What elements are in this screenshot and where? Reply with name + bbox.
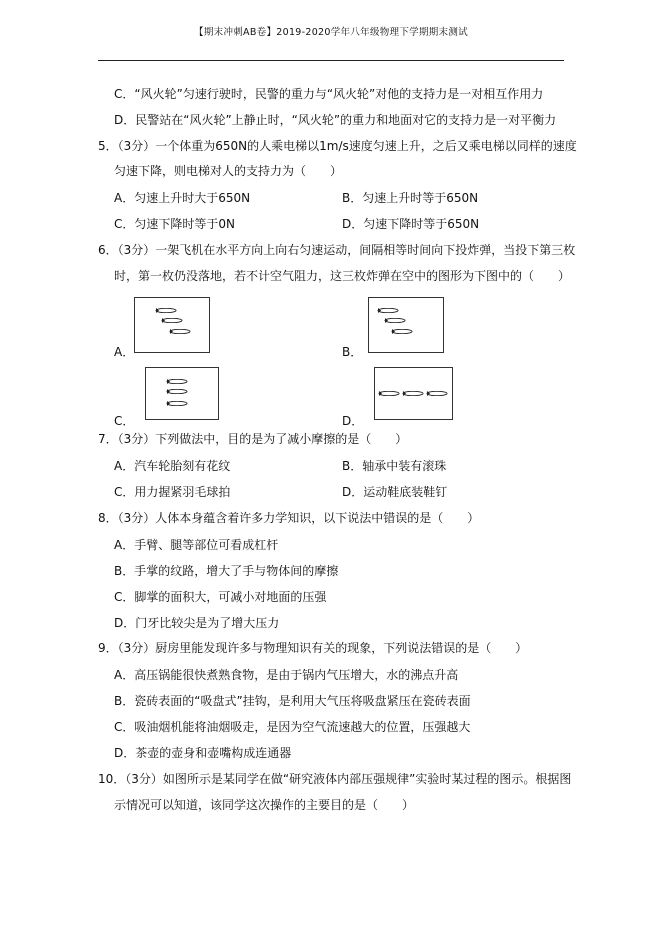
- bomb-icon: [377, 308, 401, 313]
- q7-option-a: A．汽车轮胎刻有花纹: [114, 459, 231, 473]
- q9-option-a: A．高压锅能很快煮熟食物，是由于锅内气压增大，水的沸点升高: [114, 668, 459, 682]
- bomb-icon: [391, 329, 415, 334]
- q6-figure-d: [374, 367, 453, 420]
- q6-figure-a: [134, 297, 210, 353]
- bomb-icon: [166, 389, 190, 394]
- header-divider: [98, 60, 564, 61]
- bomb-icon: [426, 391, 450, 396]
- q7-option-b: B．轴承中装有滚珠: [342, 459, 447, 473]
- q5-option-b: B．匀速上升时等于650N: [342, 191, 479, 205]
- q8-option-b: B．手掌的纹路，增大了手与物体间的摩擦: [114, 564, 339, 578]
- q8-option-c: C．脚掌的面积大，可减小对地面的压强: [114, 590, 327, 604]
- q8-stem: 8．（3分）人体本身蕴含着许多力学知识，以下说法中错误的是（ ）: [98, 511, 480, 525]
- q9-stem: 9．（3分）厨房里能发现许多与物理知识有关的现象，下列说法错误的是（ ）: [98, 641, 528, 655]
- bomb-icon: [161, 318, 185, 323]
- bomb-icon: [155, 308, 179, 313]
- q9-option-b: B．瓷砖表面的“吸盘式”挂钩，是利用大气压将吸盘紧压在瓷砖表面: [114, 694, 471, 708]
- q5-option-a: A．匀速上升时大于650N: [114, 191, 251, 205]
- q5-stem-line1: 5．（3分）一个体重为650N的人乘电梯以1m/s速度匀速上升，之后又乘电梯以同样的速度: [98, 139, 577, 153]
- q6-stem-line1: 6．（3分）一架飞机在水平方向上向右匀速运动，间隔相等时间向下投炸弹，当投下第三枚: [98, 243, 576, 257]
- q8-option-d: D．门牙比较尖是为了增大压力: [114, 616, 280, 630]
- bomb-icon: [166, 379, 190, 384]
- bomb-icon: [169, 329, 193, 334]
- bomb-icon: [378, 391, 402, 396]
- q10-stem-line2: 示情况可以知道，该同学这次操作的主要目的是（ ）: [114, 798, 415, 812]
- q8-option-a: A．手臂、腿等部位可看成杠杆: [114, 538, 279, 552]
- page-header: 【期末冲刺AB卷】2019-2020学年八年级物理下学期期末测试: [194, 27, 468, 38]
- q6-stem-line2: 时，第一枚仍没落地，若不计空气阻力，这三枚炸弹在空中的图形为下图中的（ ）: [114, 269, 571, 283]
- q4-option-d: D．民警站在“风火轮”上静止时，“风火轮”的重力和地面对它的支持力是一对平衡力: [114, 113, 557, 127]
- q5-option-d: D．匀速下降时等于650N: [342, 217, 480, 231]
- q9-option-d: D．茶壶的壶身和壶嘴构成连通器: [114, 746, 292, 760]
- bomb-icon: [166, 401, 190, 406]
- q7-option-c: C．用力握紧羽毛球拍: [114, 485, 231, 499]
- q5-option-c: C．匀速下降时等于0N: [114, 217, 235, 231]
- q4-option-c: C．“风火轮”匀速行驶时，民警的重力与“风火轮”对他的支持力是一对相互作用力: [114, 87, 544, 101]
- q9-option-c: C．吸油烟机能将油烟吸走，是因为空气流速越大的位置，压强越大: [114, 720, 471, 734]
- q6-figure-c: [145, 367, 219, 420]
- q5-stem-line2: 匀速下降，则电梯对人的支持力为（ ）: [114, 164, 343, 178]
- q10-stem-line1: 10．（3分）如图所示是某同学在做“研究液体内部压强规律”实验时某过程的图示。根据图: [98, 772, 572, 786]
- q6-option-a-label: A．: [114, 345, 135, 359]
- q6-option-d-label: D．: [342, 414, 364, 428]
- q6-figure-b: [368, 297, 444, 353]
- q7-stem: 7．（3分）下列做法中，目的是为了减小摩擦的是（ ）: [98, 432, 408, 446]
- q6-option-b-label: B．: [342, 345, 363, 359]
- q7-option-d: D．运动鞋底装鞋钉: [342, 485, 448, 499]
- q6-option-c-label: C．: [114, 414, 135, 428]
- bomb-icon: [402, 391, 426, 396]
- bomb-icon: [384, 318, 408, 323]
